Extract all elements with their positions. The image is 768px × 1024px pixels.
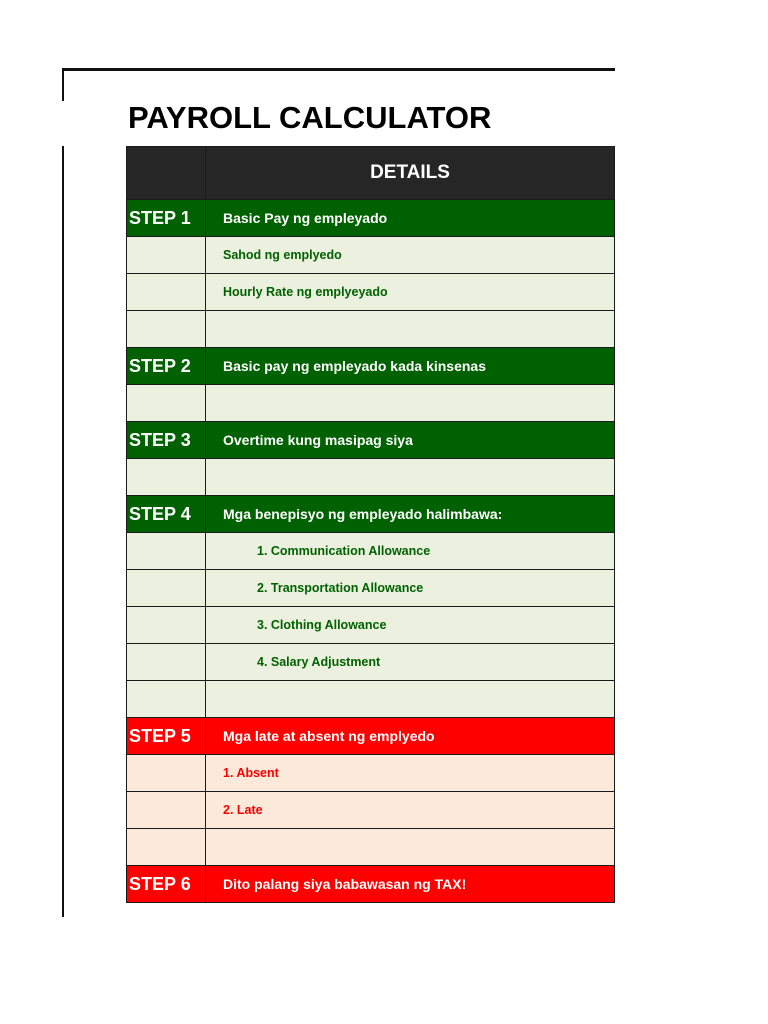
step-row (127, 422, 615, 459)
detail-row (127, 792, 615, 829)
table-header-row (127, 147, 615, 200)
details-cell (206, 422, 615, 459)
step-cell (127, 644, 206, 681)
sheet-border-left (62, 146, 64, 917)
step-label: STEP 6 (129, 873, 191, 894)
blank-row (127, 311, 615, 348)
header-details-cell: DETAILS (206, 147, 615, 200)
details-cell (206, 681, 615, 718)
details-cell (206, 385, 615, 422)
step-cell (127, 755, 206, 792)
step-cell (127, 496, 206, 533)
step-label: STEP 4 (129, 503, 191, 524)
header-step-cell (127, 147, 206, 200)
details-cell (206, 459, 615, 496)
step-description: Mga late at absent ng emplyedo (223, 728, 435, 744)
details-cell (206, 348, 615, 385)
step-label: STEP 2 (129, 355, 191, 376)
step-description: Basic pay ng empleyado kada kinsenas (223, 358, 487, 374)
step-cell (127, 459, 206, 496)
step-cell (127, 718, 206, 755)
details-cell (206, 755, 615, 792)
step-row (127, 496, 615, 533)
detail-text: Hourly Rate ng emplyeyado (223, 285, 388, 299)
details-cell (206, 718, 615, 755)
detail-row (127, 755, 615, 792)
details-cell (206, 496, 615, 533)
details-cell (206, 533, 615, 570)
step-cell (127, 311, 206, 348)
step-cell (127, 866, 206, 903)
step-cell (127, 681, 206, 718)
details-cell (206, 829, 615, 866)
details-cell (206, 311, 615, 348)
detail-text: 2. Transportation Allowance (257, 581, 424, 595)
step-label: STEP 5 (129, 725, 191, 746)
step-cell (127, 200, 206, 237)
blank-row (127, 681, 615, 718)
step-cell (127, 607, 206, 644)
details-cell (206, 570, 615, 607)
step-label: STEP 3 (129, 429, 191, 450)
step-cell (127, 422, 206, 459)
step-cell (127, 829, 206, 866)
step-cell (127, 792, 206, 829)
detail-text: Sahod ng emplyedo (223, 248, 342, 262)
detail-row (127, 237, 615, 274)
blank-row (127, 385, 615, 422)
sheet-border-top (62, 68, 615, 71)
details-cell (206, 644, 615, 681)
payroll-steps-table (126, 146, 615, 903)
step-description: Overtime kung masipag siya (223, 432, 413, 448)
details-cell (206, 607, 615, 644)
details-cell (206, 274, 615, 311)
details-cell (206, 237, 615, 274)
step-cell (127, 274, 206, 311)
step-cell (127, 385, 206, 422)
detail-text: 1. Absent (223, 766, 279, 780)
step-row (127, 866, 615, 903)
detail-row (127, 570, 615, 607)
blank-row (127, 829, 615, 866)
sheet-border-left-top (62, 68, 64, 101)
detail-row (127, 533, 615, 570)
step-row (127, 200, 615, 237)
detail-text: 1. Communication Allowance (257, 544, 431, 558)
step-row (127, 348, 615, 385)
details-cell (206, 866, 615, 903)
page-title: PAYROLL CALCULATOR (128, 100, 492, 135)
step-row (127, 718, 615, 755)
step-cell (127, 570, 206, 607)
detail-row (127, 274, 615, 311)
step-cell (127, 533, 206, 570)
details-cell (206, 792, 615, 829)
detail-text: 2. Late (223, 803, 263, 817)
detail-row (127, 607, 615, 644)
step-cell (127, 237, 206, 274)
detail-text: 3. Clothing Allowance (257, 618, 387, 632)
detail-text: 4. Salary Adjustment (257, 655, 381, 669)
step-cell (127, 348, 206, 385)
step-description: Mga benepisyo ng empleyado halimbawa: (223, 506, 503, 522)
step-description: Basic Pay ng empleyado (223, 210, 388, 226)
step-description: Dito palang siya babawasan ng TAX! (223, 876, 467, 892)
step-label: STEP 1 (129, 207, 191, 228)
table-body (127, 147, 615, 903)
details-cell (206, 200, 615, 237)
blank-row (127, 459, 615, 496)
detail-row (127, 644, 615, 681)
